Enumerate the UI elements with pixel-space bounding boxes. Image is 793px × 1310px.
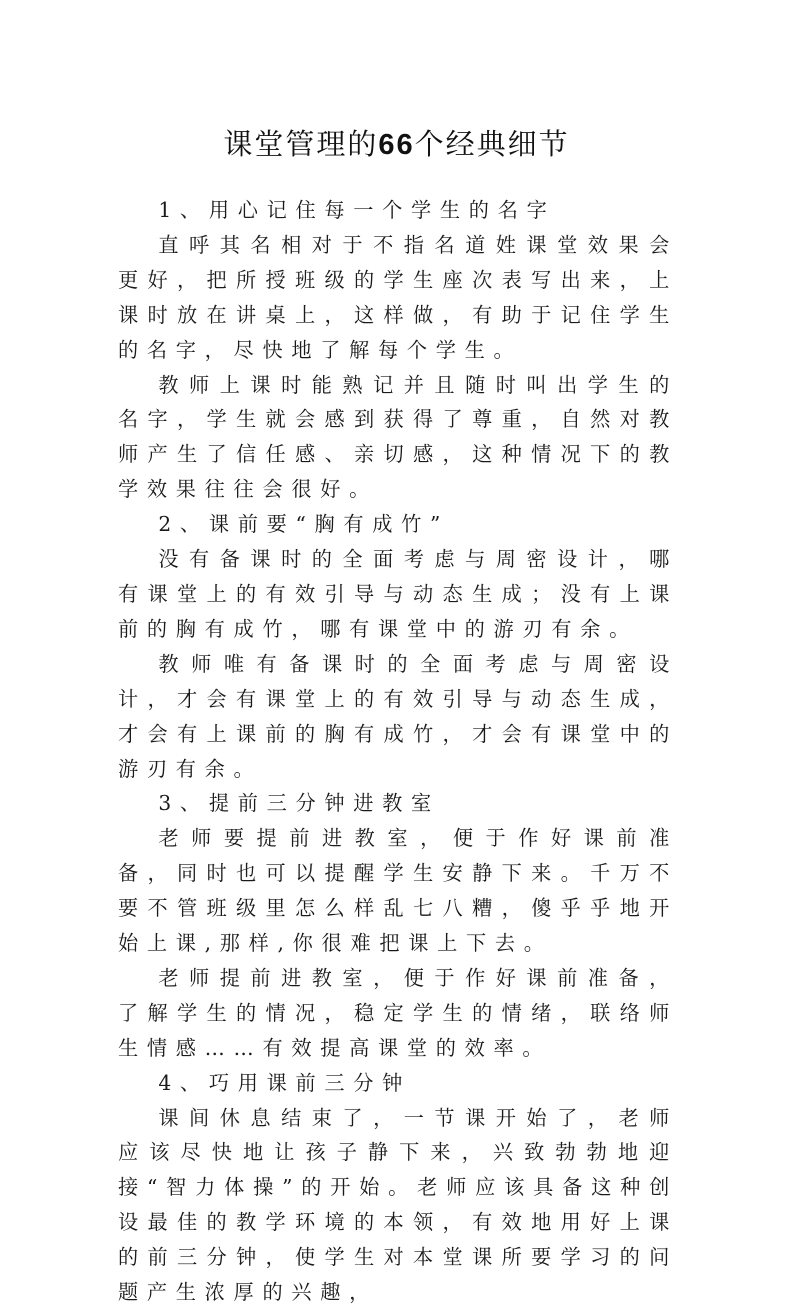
paragraph: 老师提前进教室，便于作好课前准备，了解学生的情况，稳定学生的情绪，联络师生情感……有效提高课堂的效率。 (118, 965, 678, 1060)
paragraph: 老师要提前进教室，便于作好课前准备，同时也可以提醒学生安静下来。千万不要不管班级里怎么样乱七八糟，傻乎乎地开始上课,那样,你很难把课上下去。 (118, 826, 678, 956)
paragraph: 课间休息结束了，一节课开始了，老师应该尽快地让孩子静下来，兴致勃勃地迎接“智力体操”的开始。老师应该具备这种创设最佳的教学环境的本领，有效地用好上课的前三分钟，使学生对本堂课所要学习的问题产生浓厚的兴趣， (118, 1105, 678, 1305)
page-title (0, 124, 793, 165)
section-heading-2: 2、课前要“胸有成竹” (158, 512, 450, 537)
paragraph: 教师唯有备课时的全面考虑与周密设计，才会有课堂上的有效引导与动态生成，才会有上课前的胸有成竹，才会有课堂中的游刃有余。 (118, 651, 678, 781)
paragraph: 教师上课时能熟记并且随时叫出学生的名字，学生就会感到获得了尊重，自然对教师产生了信任感、亲切感，这种情况下的教学效果往往会很好。 (118, 372, 678, 502)
document-body (118, 193, 678, 1310)
title-number: 66 (378, 129, 415, 161)
title-prefix: 课堂管理的 (223, 127, 379, 161)
paragraph: 直呼其名相对于不指名道姓课堂效果会更好，把所授班级的学生座次表写出来，上课时放在讲桌上，这样做，有助于记住学生的名字，尽快地了解每个学生。 (118, 232, 678, 362)
section-heading-1: 1、用心记住每一个学生的名字 (158, 198, 556, 222)
section-heading-3: 3、提前三分钟进教室 (158, 791, 440, 816)
title-suffix: 个经典细节 (414, 127, 570, 161)
paragraph: 没有备课时的全面考虑与周密设计，哪有课堂上的有效引导与动态生成；没有上课前的胸有成竹，哪有课堂中的游刃有余。 (118, 547, 678, 641)
section-heading-4: 4、巧用课前三分钟 (158, 1070, 412, 1095)
